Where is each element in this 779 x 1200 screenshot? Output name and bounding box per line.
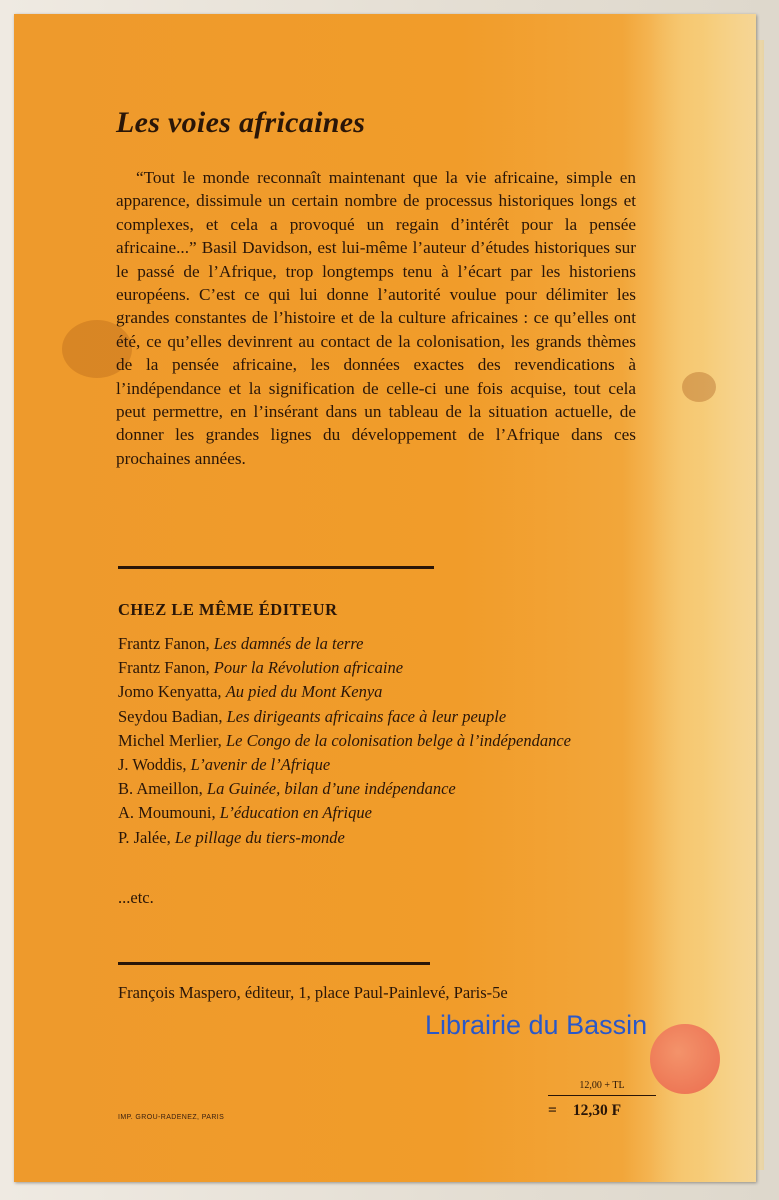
book-work: Pour la Révolution africaine — [213, 658, 404, 678]
printer-credit: IMP. GROU-RADENEZ, PARIS — [118, 1114, 225, 1121]
book-work: L’éducation en Afrique — [219, 803, 372, 823]
list-item — [118, 753, 643, 777]
list-item — [118, 632, 643, 656]
book-work: Les damnés de la terre — [213, 634, 364, 653]
book-title: Les voies africaines — [116, 106, 366, 139]
book-author: P. Jalée, — [118, 827, 171, 847]
stain-right — [682, 372, 716, 402]
same-publisher-heading: CHEZ LE MÊME ÉDITEUR — [118, 600, 338, 619]
list-item — [118, 729, 643, 753]
book-author: A. Moumouni, — [118, 803, 216, 823]
book-work: Le Congo de la colonisation belge à l’indépendance — [225, 730, 571, 750]
list-item — [118, 826, 643, 850]
book-author: Seydou Badian, — [118, 706, 223, 726]
price-equals: = — [548, 1102, 557, 1119]
book-list — [118, 632, 643, 850]
publisher-address: François Maspero, éditeur, 1, place Paul-Painlevé, Paris-5e — [118, 983, 508, 1002]
list-etc: ...etc. — [118, 888, 154, 907]
book-work: La Guinée, bilan d’une indépendance — [206, 779, 456, 799]
book-author: B. Ameillon, — [118, 779, 203, 799]
price-sticker — [650, 1024, 720, 1094]
book-work: L’avenir de l’Afrique — [190, 755, 331, 775]
list-item — [118, 680, 643, 704]
book-work: Les dirigeants africains face à leur peuple — [226, 706, 507, 726]
price-base: 12,00 + TL — [548, 1080, 656, 1096]
divider-top — [118, 566, 434, 569]
list-item — [118, 705, 643, 729]
list-item — [118, 801, 643, 825]
book-author: Frantz Fanon, — [118, 634, 210, 653]
price-final: 12,30 F — [572, 1102, 622, 1119]
book-author: Michel Merlier, — [118, 730, 222, 750]
list-item — [118, 777, 643, 801]
book-author: Frantz Fanon, — [118, 658, 210, 678]
book-blurb: “Tout le monde reconnaît maintenant que la vie africaine, simple en apparence, dissimule un certain nombre de processus historiques longs et complexes, et cela a provoqué un regain d’intérêt pour la pensée africaine...” Basil Davidson, est lui-même l’auteur d’études historiques sur le passé de l’Afrique, trop longtemps tenu à l’écart par les historiens européens. C’est ce qui lui donne l’autorité voulue pour délimiter les grandes constantes de l’histoire et de la culture africaines : ce qu’elles ont été, ce qu’elles devinrent au contact de la colonisation, les grands thèmes de la pensée africaine, les données exactes des revendications à l’indépendance et la signification de celle-ci une fois acquise, tout cela peut permettre, en l’insérant dans un tableau de la situation actuelle, de donner les grandes lignes du développement de l’Afrique dans ces prochaines années. — [116, 168, 636, 468]
seller-watermark: Librairie du Bassin — [425, 1010, 648, 1040]
book-work: Le pillage du tiers-monde — [174, 827, 345, 847]
price-final-line — [548, 1102, 656, 1120]
sun-faded-edge — [650, 14, 756, 1182]
book-author: J. Woddis, — [118, 755, 187, 775]
divider-bottom — [118, 962, 430, 965]
book-work: Au pied du Mont Kenya — [225, 682, 383, 702]
price-box — [548, 1080, 656, 1120]
book-author: Jomo Kenyatta, — [118, 682, 222, 702]
list-item — [118, 656, 643, 680]
